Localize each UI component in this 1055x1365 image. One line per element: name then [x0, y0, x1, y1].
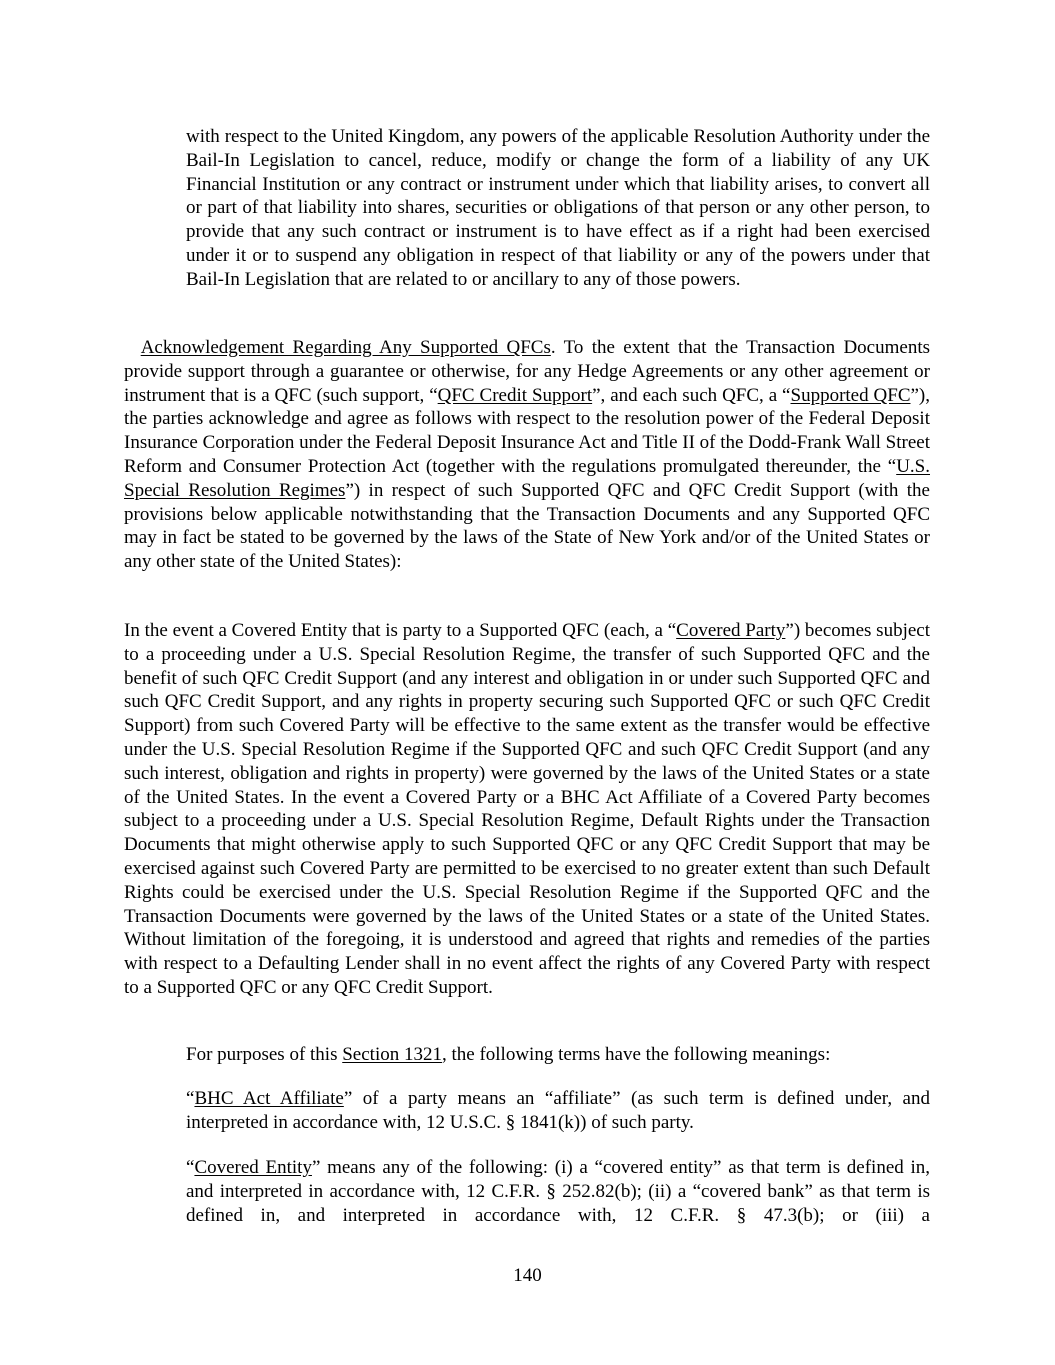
paragraph-definition-bhc-act-affiliate: “BHC Act Affiliate” of a party means an “affiliate” (as such term is defined under, and interpreted in accordance with, 12 U.S.C. § 1841(k)) of such party.	[186, 1088, 930, 1133]
term-bhc-act-affiliate: BHC Act Affiliate	[194, 1088, 344, 1109]
term-covered-entity: Covered Entity	[194, 1157, 312, 1178]
paragraph-covered-party-proceeding: In the event a Covered Entity that is party to a Supported QFC (each, a “Covered Party”) becomes subject to a proceeding under a U.S. Special Resolution Regime, the transfer of such Supported QFC and the benefit of such QFC Credit Support (and any interest and obligation in or under such Supported QFC and such QFC Credit Support, and any rights in property securing such Supported QFC or such QFC Credit Support) from such Covered Party will be effective to the same extent as the transfer would be effective under the U.S. Special Resolution Regime if the Supported QFC and such QFC Credit Support (and any such interest, obligation and rights in property) were governed by the laws of the United States or a state of the United States. In the event a Covered Party or a BHC Act Affiliate of a Covered Party becomes subject to a proceeding under a U.S. Special Resolution Regime, Default Rights under the Transaction Documents that might otherwise apply to such Supported QFC or any QFC Credit Support that may be exercised against such Covered Party are permitted to be exercised to no greater extent than such Default Rights could be exercised under the U.S. Special Resolution Regime if the Supported QFC and the Transaction Documents were governed by the laws of the United States or a state of the United States. Without limitation of the foregoing, it is understood and agreed that rights and remedies of the parties with respect to a Defaulting Lender shall in no event affect the rights of any Covered Party with respect to a Supported QFC or any QFC Credit Support.	[124, 620, 930, 998]
section-reference-1321: Section 1321	[342, 1044, 442, 1065]
paragraph-definition-covered-entity: “Covered Entity” means any of the following: (i) a “covered entity” as that term is defined in, and interpreted in accordance with, 12 C.F.R. § 252.82(b); (ii) a “covered bank” as that term is defined in, and interpreted in accordance with, 12 C.F.R. § 47.3(b); or (iii) a	[186, 1157, 931, 1226]
page-number: 140	[513, 1265, 542, 1286]
term-qfc-credit-support: QFC Credit Support	[437, 384, 593, 406]
paragraph-acknowledgement-supported-qfcs: Acknowledgement Regarding Any Supported QFCs. To the extent that the Transaction Documents provide support through a guarantee or otherwise, for any Hedge Agreements or any other agreement or instrument that is a QFC (such support, “QFC Credit Support”, and each such QFC, a “Supported QFC”), the parties acknowledge and agree as follows with respect to the resolution power of the Federal Deposit Insurance Corporation under the Federal Deposit Insurance Act and Title II of the Dodd-Frank Wall Street Reform and Consumer Protection Act (together with the regulations promulgated thereunder, the “U.S. Special Resolution Regimes”) in respect of such Supported QFC and QFC Credit Support (with the provisions below applicable notwithstanding that the Transaction Documents and any Supported QFC may in fact be stated to be governed by the laws of the State of New York and/or of the United States or any other state of the United States):	[124, 337, 931, 573]
term-covered-party: Covered Party	[676, 620, 786, 641]
heading-acknowledgement: Acknowledgement Regarding Any Supported QFCs	[140, 337, 551, 358]
term-supported-qfc: Supported QFC	[790, 384, 911, 406]
paragraph-definitions-intro: For purposes of this Section 1321, the following terms have the following meanings:	[186, 1044, 831, 1065]
paragraph-uk-bail-in-powers: with respect to the United Kingdom, any powers of the applicable Resolution Authority under the Bail-In Legislation to cancel, reduce, modify or change the form of a liability of any UK Financial Institution or any contract or instrument under which that liability arises, to convert all or part of that liability into shares, securities or obligations of that person or any other person, to provide that any such contract or instrument is to have effect as if a right had been exercised under it or to suspend any obligation in respect of that liability or any of the powers under that Bail-In Legislation that are related to or ancillary to any of those powers.	[186, 126, 930, 290]
term-us-special-resolution-regimes: U.S. Special Resolution Regimes	[124, 455, 930, 501]
